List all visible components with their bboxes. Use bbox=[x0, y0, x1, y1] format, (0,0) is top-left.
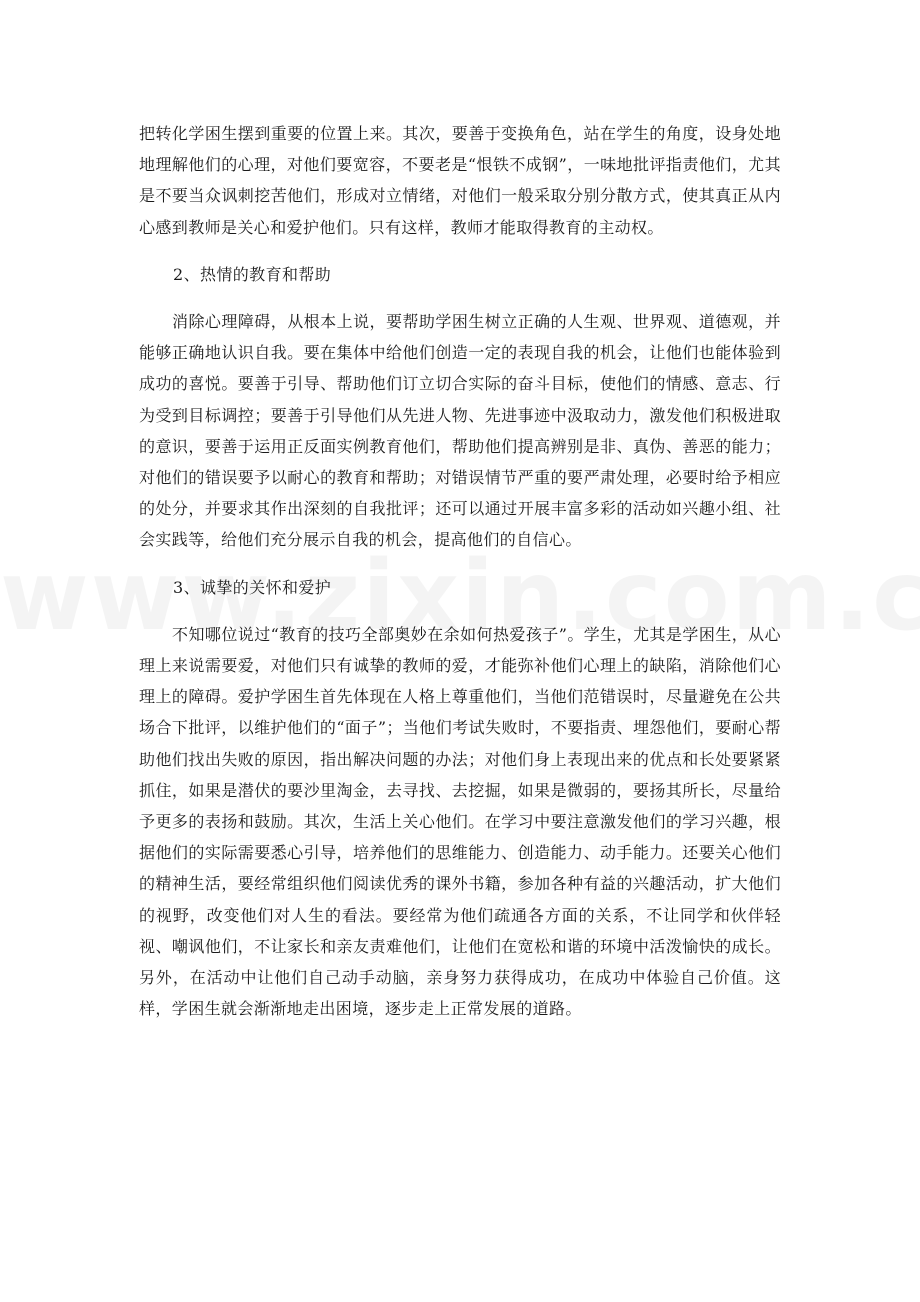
section-heading-2: 2、热情的教育和帮助 bbox=[173, 264, 332, 284]
body-paragraph-3: 不知哪位说过“教育的技巧全部奥妙在余如何热爱孩子”。学生，尤其是学困生，从心理上来说需要爱，对他们只有诚挚的教师的爱，才能弥补他们心理上的缺陷，消除他们心理上的障碍。爱护学困生首先体现在人格上尊重他们，当他们范错误时，尽量避免在公共场合下批评，以维护他们的“面子”；当他们考试失败时，不要指责、埋怨他们，要耐心帮助他们找出失败的原因，指出解决问题的办法；对他们身上表现出来的优点和长处要紧紧抓住，如果是潜伏的要沙里淘金，去寻找、去挖掘，如果是微弱的，要扬其所长，尽量给予更多的表扬和鼓励。其次，生活上关心他们。在学习中要注意激发他们的学习兴趣，根据他们的实际需要悉心引导，培养他们的思维能力、创造能力、动手能力。还要关心他们的精神生活，要经常组织他们阅读优秀的课外书籍，参加各种有益的兴趣活动，扩大他们的视野，改变他们对人生的看法。要经常为他们疏通各方面的关系，不让同学和伙伴轻视、嘲讽他们，不让家长和亲友责难他们，让他们在宽松和谐的环境中活泼愉快的成长。另外，在活动中让他们自己动手动脑，亲身努力获得成功，在成功中体验自己价值。这样，学困生就会渐渐地走出困境，逐步走上正常发展的道路。 bbox=[139, 624, 781, 1019]
section-heading-3: 3、诚挚的关怀和爱护 bbox=[173, 577, 332, 597]
paragraph-gap bbox=[139, 603, 781, 619]
body-paragraph-1: 把转化学困生摆到重要的位置上来。其次，要善于变换角色，站在学生的角度，设身处地地理解他们的心理，对他们要宽容，不要老是“恨铁不成钢”，一味地批评指责他们，尤其是不要当众讽刺挖苦他们，形成对立情绪，对他们一般采取分别分散方式，使其真正从内心感到教师是关心和爱护他们。只有这样，教师才能取得教育的主动权。 bbox=[139, 124, 781, 237]
paragraph-gap bbox=[139, 290, 781, 306]
paragraph-gap bbox=[139, 556, 781, 572]
paragraph-gap bbox=[139, 243, 781, 259]
body-paragraph-2: 消除心理障碍，从根本上说，要帮助学困生树立正确的人生观、世界观、道德观，并能够正确地认识自我。要在集体中给他们创造一定的表现自我的机会，让他们也能体验到成功的喜悦。要善于引导、帮助他们订立切合实际的奋斗目标，使他们的情感、意志、行为受到目标调控；要善于引导他们从先进人物、先进事迹中汲取动力，激发他们积极进取的意识，要善于运用正反面实例教育他们，帮助他们提高辨别是非、真伪、善恶的能力；对他们的错误要予以耐心的教育和帮助；对错误情节严重的要严肃处理，必要时给予相应的处分，并要求其作出深刻的自我批评；还可以通过开展丰富多彩的活动如兴趣小组、社会实践等，给他们充分展示自我的机会，提高他们的自信心。 bbox=[139, 312, 781, 550]
document-body bbox=[139, 118, 781, 1024]
